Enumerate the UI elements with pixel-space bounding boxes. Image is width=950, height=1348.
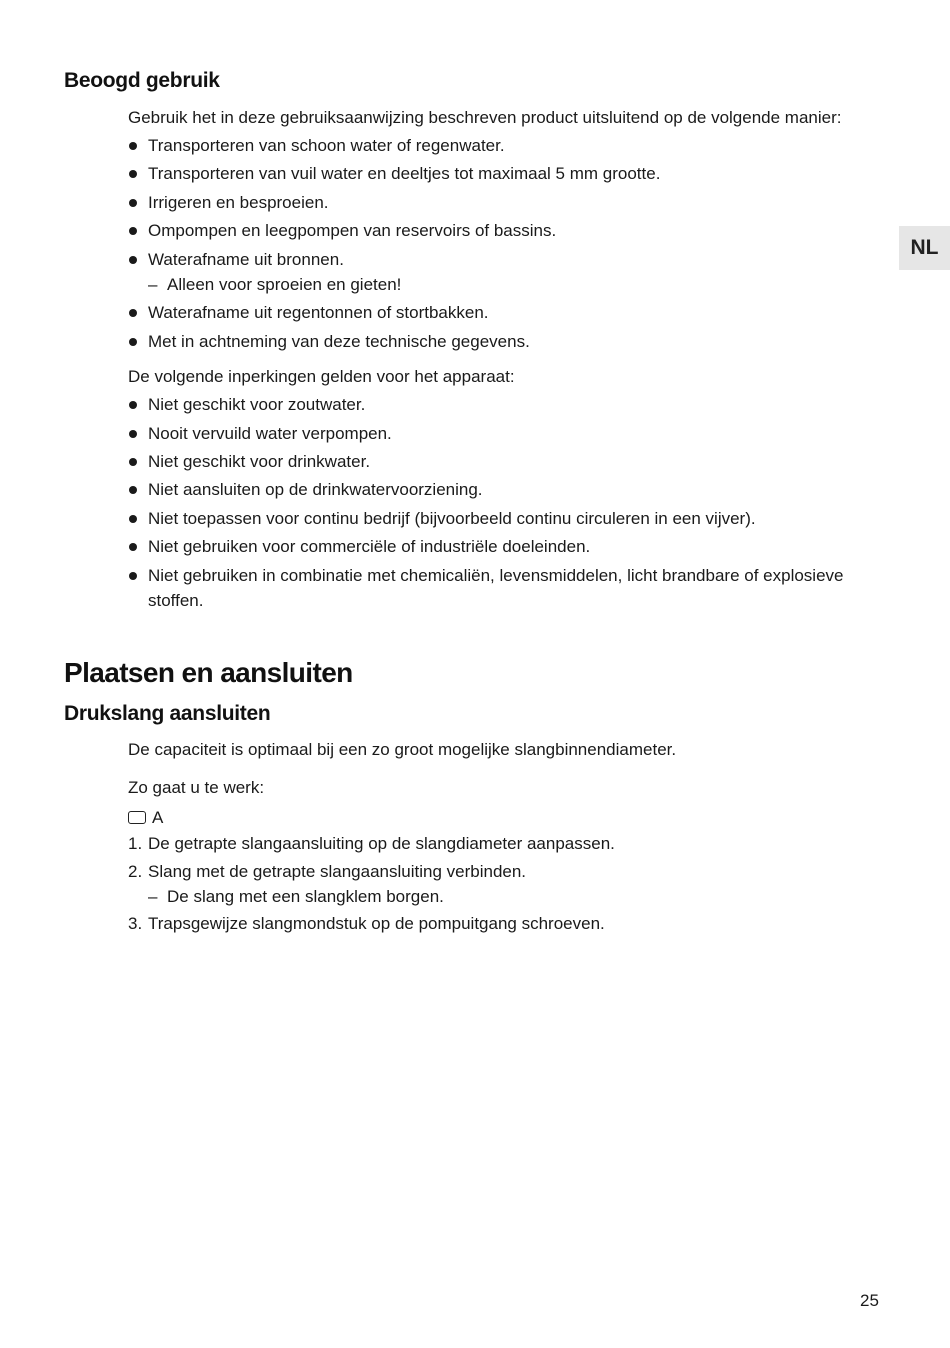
bullet-icon: [129, 401, 137, 409]
language-tab-label: NL: [910, 236, 939, 259]
restrictions-intro: De volgende inperkingen gelden voor het apparaat:: [128, 367, 515, 386]
list-item: Nooit vervuild water verpompen.: [128, 421, 888, 446]
bullet-icon: [129, 572, 137, 580]
bullet-icon: [129, 543, 137, 551]
install-heading: Plaatsen en aansluiten: [64, 657, 353, 688]
list-item: Waterafname uit regentonnen of stortbakken.: [128, 300, 888, 325]
list-item: Waterafname uit bronnen.: [128, 247, 888, 272]
bullet-icon: [129, 309, 137, 317]
list-item: Niet toepassen voor continu bedrijf (bijvoorbeeld continu circuleren in een vijver).: [128, 506, 888, 531]
step-number: 2.: [128, 862, 143, 881]
list-item: Niet geschikt voor drinkwater.: [128, 449, 888, 474]
list-item: Niet gebruiken in combinatie met chemicaliën, levensmiddelen, licht brandbare of explosieve stoffen.: [128, 563, 888, 613]
how-to-intro: Zo gaat u te werk:: [128, 778, 265, 797]
bullet-icon: [129, 227, 137, 235]
page-number: 25: [860, 1291, 879, 1310]
list-item: Ompompen en leegpompen van reservoirs of bassins.: [128, 218, 888, 243]
figure-reference: [128, 805, 163, 830]
list-item: Niet geschikt voor zoutwater.: [128, 392, 888, 417]
bullet-icon: [129, 430, 137, 438]
list-item: Met in achtneming van deze technische gegevens.: [128, 329, 888, 354]
bullet-icon: [129, 256, 137, 264]
bullet-icon: [129, 515, 137, 523]
intended-use-heading: Beoogd gebruik: [64, 69, 220, 92]
step-sub-item: – De slang met een slangklem borgen.: [148, 884, 888, 909]
dash-marker: –: [148, 275, 158, 294]
language-tab: [899, 226, 950, 270]
list-item: Irrigeren en besproeien.: [128, 190, 888, 215]
bullet-icon: [129, 458, 137, 466]
list-item: Niet aansluiten op de drinkwatervoorziening.: [128, 477, 888, 502]
step-number: 3.: [128, 914, 143, 933]
bullet-icon: [129, 142, 137, 150]
list-item: Transporteren van vuil water en deeltjes tot maximaal 5 mm grootte.: [128, 161, 888, 186]
bullet-icon: [129, 338, 137, 346]
list-item: Niet gebruiken voor commerciële of industriële doeleinden.: [128, 534, 888, 559]
dash-marker: –: [148, 887, 158, 906]
capacity-note: De capaciteit is optimaal bij een zo groot mogelijke slangbinnendiameter.: [128, 740, 677, 759]
figure-label: A: [152, 808, 164, 827]
list-item: Transporteren van schoon water of regenwater.: [128, 133, 888, 158]
intended-use-intro: Gebruik het in deze gebruiksaanwijzing beschreven product uitsluitend op de volgende manier:: [128, 108, 842, 127]
step-item: 3. Trapsgewijze slangmondstuk op de pompuitgang schroeven.: [128, 911, 888, 936]
figure-icon: [128, 811, 146, 824]
hose-connect-heading: Drukslang aansluiten: [64, 702, 271, 725]
bullet-icon: [129, 486, 137, 494]
step-item: 2. Slang met de getrapte slangaansluiting verbinden.: [128, 859, 888, 884]
bullet-icon: [129, 170, 137, 178]
bullet-icon: [129, 199, 137, 207]
sub-list-item: – Alleen voor sproeien en gieten!: [148, 272, 888, 297]
step-item: 1. De getrapte slangaansluiting op de slangdiameter aanpassen.: [128, 831, 888, 856]
step-number: 1.: [128, 834, 143, 853]
